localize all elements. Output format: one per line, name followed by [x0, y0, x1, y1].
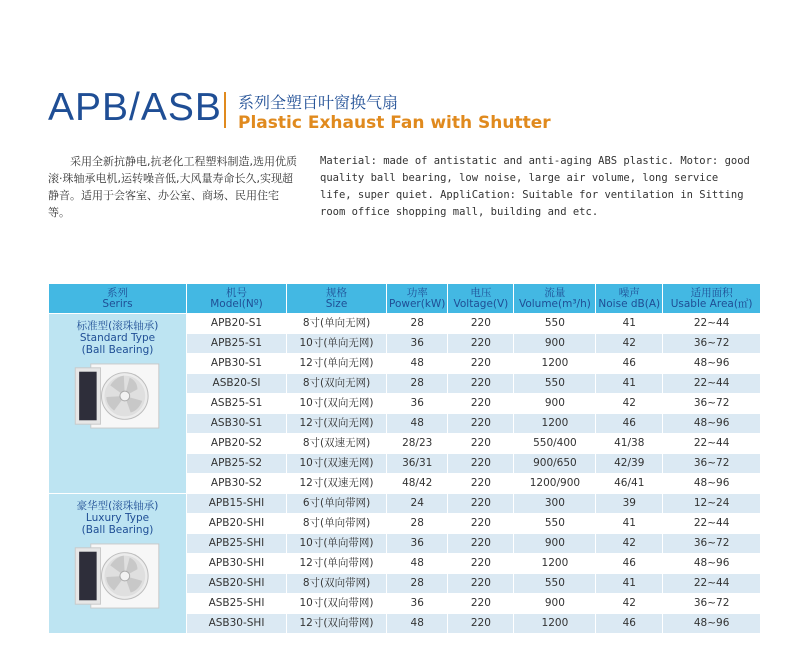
table-cell: 46 [596, 414, 663, 434]
table-cell: 48~96 [663, 614, 761, 634]
column-header-en: Voltage(V) [453, 297, 509, 310]
table-cell: 550 [514, 374, 596, 394]
table-cell: 220 [448, 474, 514, 494]
table-cell: APB25-S2 [187, 454, 287, 474]
table-cell: APB20-SHI [187, 514, 287, 534]
table-cell: 48/42 [387, 474, 448, 494]
table-cell: 6寸(单向带网) [287, 494, 387, 514]
table-cell: APB15-SHI [187, 494, 287, 514]
series-label: 豪华型(滚珠轴承) [76, 500, 159, 512]
table-cell: 12~24 [663, 494, 761, 514]
table-cell: ASB25-S1 [187, 394, 287, 414]
table-cell: 900 [514, 334, 596, 354]
column-header-cn: 适用面积 [690, 286, 733, 299]
table-header-row [49, 284, 761, 314]
table-cell: 36~72 [663, 334, 761, 354]
table-cell: APB20-S1 [187, 314, 287, 334]
table-cell: ASB30-SHI [187, 614, 287, 634]
table-cell: 41 [596, 374, 663, 394]
column-header [514, 284, 596, 314]
table-cell: 8寸(双向带网) [287, 574, 387, 594]
table-cell: 220 [448, 554, 514, 574]
table-cell: APB30-SHI [187, 554, 287, 574]
table-cell: 36 [387, 594, 448, 614]
table-body [49, 314, 761, 634]
column-header-en: Volume(m³/h) [518, 297, 591, 310]
table-cell: 900 [514, 394, 596, 414]
spec-table [48, 283, 761, 634]
table-cell: 220 [448, 354, 514, 374]
table-cell: 42 [596, 334, 663, 354]
series-label: (Ball Bearing) [81, 524, 154, 536]
table-cell: 28 [387, 374, 448, 394]
column-header [448, 284, 514, 314]
table-cell: 220 [448, 434, 514, 454]
table-cell: 48~96 [663, 554, 761, 574]
table-cell: 12寸(单向带网) [287, 554, 387, 574]
table-cell: 46 [596, 614, 663, 634]
table-cell: 8寸(双向无网) [287, 374, 387, 394]
table-cell: 10寸(双向带网) [287, 594, 387, 614]
table-cell: 42/39 [596, 454, 663, 474]
table-cell: 12寸(双向无网) [287, 414, 387, 434]
column-header [663, 284, 761, 314]
table-cell: 42 [596, 594, 663, 614]
table-cell: 48 [387, 554, 448, 574]
table-cell: 10寸(单向带网) [287, 534, 387, 554]
column-header-en: Power(kW) [389, 297, 446, 310]
table-cell: 550/400 [514, 434, 596, 454]
table-cell: 220 [448, 314, 514, 334]
model-title: APB/ASB [48, 86, 222, 129]
table-cell: 46 [596, 554, 663, 574]
table-cell: 36~72 [663, 394, 761, 414]
table-cell: 220 [448, 614, 514, 634]
table-cell: 1200 [514, 354, 596, 374]
table-cell: 36 [387, 534, 448, 554]
table-cell: 220 [448, 594, 514, 614]
table-cell: 42 [596, 394, 663, 414]
column-header-en: Noise dB(A) [598, 297, 661, 310]
column-header-cn: 流量 [544, 286, 566, 299]
table-cell: 42 [596, 534, 663, 554]
table-cell: 41 [596, 314, 663, 334]
table-cell: 36~72 [663, 594, 761, 614]
table-cell: 48 [387, 614, 448, 634]
table-cell: 24 [387, 494, 448, 514]
series-label: 标准型(滚珠轴承) [76, 320, 159, 332]
description-english: Material: made of antistatic and anti-aging ABS plastic. Motor: good quality ball bearing, low noise, large air volume, long service life, super quiet. AppliCation: Suitable for ventilation in Sitting room office shopping mall, building and etc. [320, 155, 750, 218]
table-cell: 8寸(单向带网) [287, 514, 387, 534]
table-cell: ASB20-SHI [187, 574, 287, 594]
table-cell: APB20-S2 [187, 434, 287, 454]
table-cell: 36 [387, 394, 448, 414]
table-cell: 220 [448, 454, 514, 474]
table-cell: APB30-S2 [187, 474, 287, 494]
column-header-cn: 噪声 [618, 286, 640, 299]
column-header-cn: 规格 [326, 286, 347, 299]
table-cell: 28 [387, 314, 448, 334]
table-cell: 22~44 [663, 374, 761, 394]
table-cell: 10寸(双向无网) [287, 394, 387, 414]
table-cell: 22~44 [663, 514, 761, 534]
column-header-cn: 系列 [107, 286, 128, 299]
table-cell: 8寸(双速无网) [287, 434, 387, 454]
table-cell: 300 [514, 494, 596, 514]
column-header [187, 284, 287, 314]
table-cell: APB25-S1 [187, 334, 287, 354]
table-cell: 41/38 [596, 434, 663, 454]
table-cell: 48~96 [663, 474, 761, 494]
column-header-en: Model(Nº) [210, 297, 263, 310]
table-cell: 36 [387, 334, 448, 354]
table-cell: 550 [514, 514, 596, 534]
series-cell [49, 314, 187, 494]
title-chinese: 系列全塑百叶窗换气扇 [238, 93, 399, 112]
exhaust-fan-image [72, 362, 164, 430]
title-divider [224, 92, 226, 128]
table-cell: 22~44 [663, 314, 761, 334]
table-cell: 220 [448, 374, 514, 394]
table-cell: 12寸(双速无网) [287, 474, 387, 494]
table-cell: 48 [387, 354, 448, 374]
table-cell: 48~96 [663, 414, 761, 434]
table-cell: 48~96 [663, 354, 761, 374]
column-header [387, 284, 448, 314]
table-cell: 22~44 [663, 434, 761, 454]
series-label: Standard Type [79, 332, 156, 344]
table-cell: 41 [596, 574, 663, 594]
exhaust-fan-image [72, 542, 164, 610]
table-cell: 39 [596, 494, 663, 514]
table-cell: APB25-SHI [187, 534, 287, 554]
column-header [287, 284, 387, 314]
table-cell: 36~72 [663, 454, 761, 474]
table-cell: 900 [514, 594, 596, 614]
table-cell: 220 [448, 534, 514, 554]
column-header [49, 284, 187, 314]
column-header-en: Serirs [102, 297, 133, 310]
table-row [49, 494, 761, 514]
title-english: Plastic Exhaust Fan with Shutter [238, 113, 551, 133]
table-cell: 10寸(单向无网) [287, 334, 387, 354]
table-cell: 46/41 [596, 474, 663, 494]
series-label: (Ball Bearing) [81, 344, 154, 356]
table-cell: 10寸(双速无网) [287, 454, 387, 474]
table-cell: 36/31 [387, 454, 448, 474]
table-cell: 1200 [514, 554, 596, 574]
description-chinese: 采用全新抗静电,抗老化工程塑料制造,选用优质滚·珠轴承电机,运转噪音低,大风量寿命长久,实现超静音。适用于会客室、办公室、商场、民用住宅等。 [48, 155, 297, 219]
table-cell: 900/650 [514, 454, 596, 474]
table-cell: 550 [514, 574, 596, 594]
table-cell: 1200/900 [514, 474, 596, 494]
table-cell: 28 [387, 514, 448, 534]
table-cell: 48 [387, 414, 448, 434]
table-cell: 41 [596, 514, 663, 534]
table-cell: 46 [596, 354, 663, 374]
table-cell: 28/23 [387, 434, 448, 454]
table-cell: 12寸(双向带网) [287, 614, 387, 634]
table-cell: 22~44 [663, 574, 761, 594]
column-header [596, 284, 663, 314]
table-cell: 8寸(单向无网) [287, 314, 387, 334]
table-cell: ASB20-SI [187, 374, 287, 394]
table-cell: 28 [387, 574, 448, 594]
series-cell [49, 494, 187, 634]
table-cell: 900 [514, 534, 596, 554]
table-cell: 220 [448, 494, 514, 514]
column-header-en: Size [325, 297, 348, 310]
series-label: Luxury Type [85, 512, 150, 524]
table-cell: 12寸(单向无网) [287, 354, 387, 374]
column-header-cn: 电压 [470, 286, 492, 299]
table-cell: ASB25-SHI [187, 594, 287, 614]
table-cell: 220 [448, 514, 514, 534]
column-header-cn: 功率 [406, 286, 428, 299]
table-cell: 36~72 [663, 534, 761, 554]
table-cell: 1200 [514, 414, 596, 434]
table-cell: 1200 [514, 614, 596, 634]
table-cell: 220 [448, 574, 514, 594]
column-header-en: Usable Area(㎡) [670, 297, 753, 310]
table-cell: APB30-S1 [187, 354, 287, 374]
table-row [49, 314, 761, 334]
table-cell: ASB30-S1 [187, 414, 287, 434]
table-cell: 220 [448, 394, 514, 414]
table-cell: 550 [514, 314, 596, 334]
table-cell: 220 [448, 334, 514, 354]
column-header-cn: 机号 [226, 286, 247, 299]
table-cell: 220 [448, 414, 514, 434]
